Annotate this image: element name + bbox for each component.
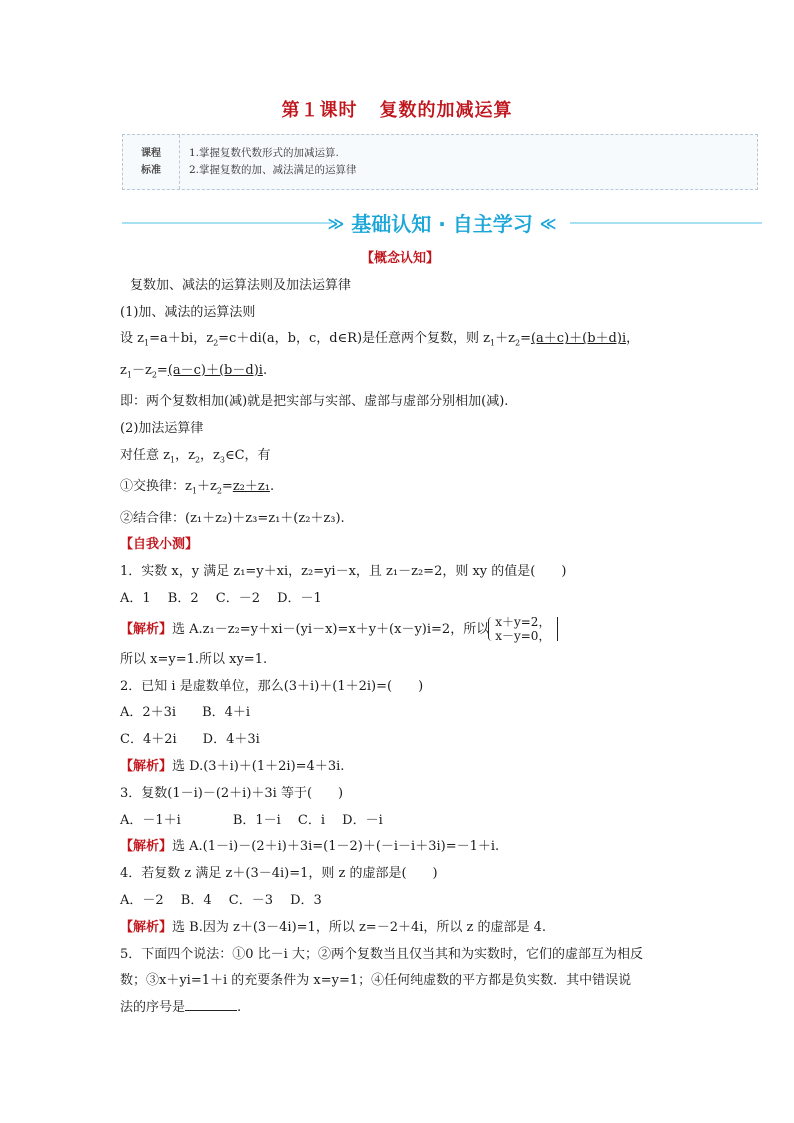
associative-law: ②结合律：(z₁＋z₂)＋z₃=z₁＋(z₂＋z₃).	[120, 510, 345, 526]
question-3: 3．复数(1－i)－(2＋i)＋3i 等于( )	[120, 785, 344, 801]
lesson-topic: 复数的加减运算	[379, 100, 513, 121]
concept-heading: 【概念认知】	[360, 251, 439, 266]
question-5-line-3: 法的序号是 .	[120, 995, 680, 1022]
standard-item-1: 1.掌握复数代数形式的加减运算.	[189, 147, 339, 159]
double-chevron-right-icon: ≫	[327, 214, 345, 233]
course-standard-box	[122, 134, 758, 190]
section-2-heading: (2)加法运算律	[120, 420, 204, 436]
self-test-heading: 【自我小测】	[120, 537, 199, 553]
analysis-1: 【解析】选 A.z₁－z₂=y＋xi－(yi－x)=x＋y＋(x－y)i=2，所以 x＋y=2， x－y=0，	[120, 613, 680, 647]
analysis-1-cont: 所以 x=y=1.所以 xy=1.	[120, 651, 268, 667]
answer-commutative: z₂＋z₁	[232, 479, 270, 495]
answer-difference: (a－c)＋(b－d)i	[167, 362, 263, 378]
analysis-tag: 【解析】	[120, 621, 173, 637]
section-banner	[122, 206, 762, 240]
lesson-title	[0, 96, 794, 122]
analysis-3: 【解析】选 A.(1－i)－(2＋i)＋3i=(1－2)＋(－i－i＋3i)=－1＋i.	[120, 839, 500, 855]
answer-sum: (a＋c)＋(b＋d)i	[530, 331, 627, 347]
rule-addition: 设 $z_1=a+bi$，$z_2=c+di(a$，b，c，d∈R)是任意两个复数，则 $z_1+z_2=(a+c)+(b+d)i$，	[120, 331, 640, 348]
any-line: 对任意 $z_1$，$z_2$，$z_3\in C$，有	[120, 447, 271, 465]
topic-line: 复数加、减法的运算法则及加法运算律	[130, 277, 352, 293]
course-standard-items	[189, 145, 357, 179]
commutative-law: ①交换律：$z_1+z_2=z_2+z_1$.	[120, 479, 275, 496]
question-2: 2．已知 i 是虚数单位，那么(3＋i)＋(1＋2i)=( )	[120, 678, 424, 694]
section-1-heading: (1)加、减法的运算法则	[120, 304, 256, 320]
question-3-options: A．－1＋i B．1－i C．i D．－i	[120, 812, 383, 828]
standard-item-2: 2.掌握复数的加、减法满足的运算律	[189, 164, 357, 176]
question-5-line-2: 数；③x＋yi=1＋i 的充要条件为 x=y=1；④任何纯虚数的平方都是负实数．其中错误说	[120, 973, 632, 989]
question-5-line-1: 5．下面四个说法：①0 比－i 大；②两个复数当且仅当其和为实数时，它们的虚部互为相反	[120, 946, 643, 962]
analysis-2: 【解析】选 D.(3＋i)＋(1＋2i)=4＋3i.	[120, 758, 345, 774]
double-chevron-left-icon: ≪	[539, 214, 557, 233]
course-standard-label	[123, 135, 180, 189]
answer-blank	[185, 996, 237, 1011]
equation-system: x＋y=2， x－y=0，	[487, 615, 560, 643]
question-1: 1．实数 x，y 满足 z₁=y＋xi，z₂=yi－x，且 z₁－z₂=2，则 xy 的值是( )	[120, 564, 567, 580]
label-line-1: 课程	[141, 148, 161, 159]
meaning-line: 即：两个复数相加(减)就是把实部与实部、虚部与虚部分别相加(减).	[120, 394, 509, 410]
question-2-options-1: A．2＋3i B．4＋i	[120, 705, 251, 721]
banner-title	[122, 208, 762, 237]
lesson-content	[120, 246, 680, 1022]
question-4-options: A．－2 B．4 C．－3 D．3	[120, 892, 322, 908]
question-2-options-2: C．4＋2i D．4＋3i	[120, 732, 260, 748]
label-line-2: 标准	[141, 165, 161, 176]
analysis-4: 【解析】选 B.因为 z＋(3－4i)=1，所以 z=－2＋4i，所以 z 的虚部是 4.	[120, 919, 547, 935]
question-1-options: A．1 B．2 C．－2 D．－1	[120, 590, 322, 606]
rule-subtraction: $z_1-z_2=(a-c)+(b-d)i$.	[120, 362, 268, 380]
question-4: 4．若复数 z 满足 z＋(3－4i)=1，则 z 的虚部是( )	[120, 866, 438, 882]
banner-title-text: 基础认知 · 自主学习	[351, 212, 533, 236]
lesson-number: 第１课时	[281, 100, 358, 121]
